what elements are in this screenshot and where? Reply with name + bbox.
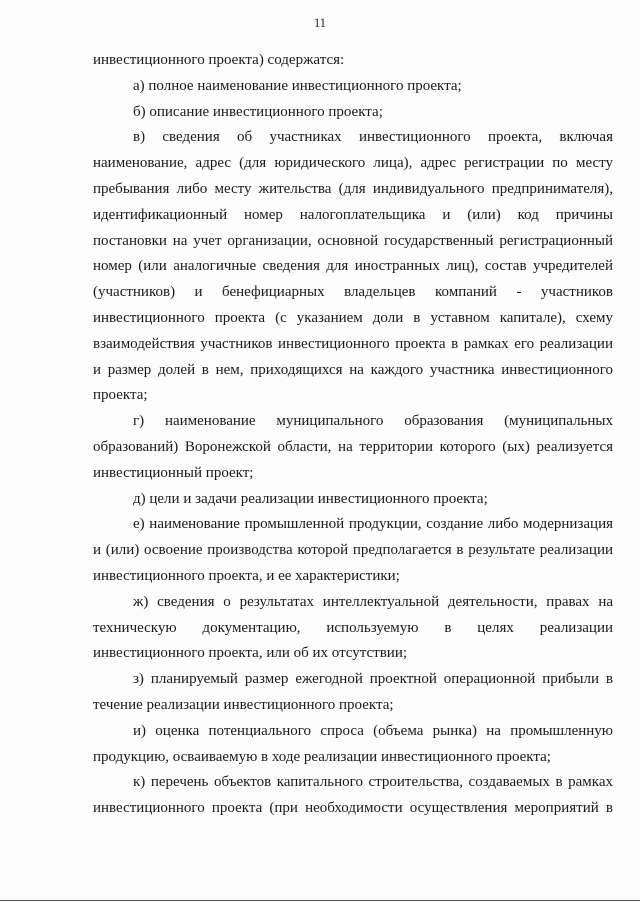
text-line: в) сведения об участниках инвестиционного проекта, включая [133, 129, 613, 146]
text-line: ж) сведения о результатах интеллектуальной деятельности, правах на [133, 593, 613, 610]
text-line: а) полное наименование инвестиционного проекта; [133, 77, 462, 94]
document-body [93, 48, 613, 822]
text-line: инвестиционного проекта) содержатся: [93, 52, 345, 68]
text-line: пребывания либо месту жительства (для индивидуального предпринимателя), [93, 180, 613, 197]
text-line: проекта; [93, 387, 148, 404]
text-line: е) наименование промышленной продукции, создание либо модернизация [133, 516, 613, 533]
page-number: 11 [313, 16, 327, 30]
text-line: и) оценка потенциального спроса (объема рынка) на промышленную [133, 722, 613, 739]
text-line: г) наименование муниципального образования (муниципальных [133, 413, 613, 430]
page-bottom-edge [0, 900, 640, 901]
text-line: и размер долей в нем, приходящихся на каждого участника инвестиционного [93, 361, 613, 378]
text-line: б) описание инвестиционного проекта; [133, 103, 383, 120]
text-line: з) планируемый размер ежегодной проектной операционной прибыли в [133, 671, 613, 688]
text-line: образований) Воронежской области, на территории которого (ых) реализуется [93, 438, 613, 455]
text-line: (участников) и бенефициарных владельцев компаний - участников [93, 284, 613, 301]
text-line: взаимодействия участников инвестиционного проекта в рамках его реализации [93, 335, 613, 352]
text-line: и (или) освоение производства которой предполагается в результате реализации [93, 542, 613, 559]
text-line: техническую документацию, используемую в целях реализации [93, 619, 613, 636]
text-line: течение реализации инвестиционного проекта; [93, 696, 394, 713]
text-line: номер (или аналогичные сведения для иностранных лиц), состав учредителей [93, 258, 613, 275]
text-line: продукцию, осваиваемую в ходе реализации инвестиционного проекта; [93, 748, 551, 765]
text-line: инвестиционного проекта (при необходимости осуществления мероприятий в [93, 800, 613, 817]
text-line: инвестиционного проекта, или об их отсутствии; [93, 645, 408, 662]
text-line: к) перечень объектов капитального строительства, создаваемых в рамках [133, 774, 613, 791]
text-line: идентификационный номер налогоплательщика и (или) код причины [93, 206, 613, 223]
text-line: инвестиционного проекта, и ее характеристики; [93, 567, 400, 584]
text-line: д) цели и задачи реализации инвестиционного проекта; [133, 490, 488, 507]
text-line: инвестиционный проект; [93, 464, 254, 481]
text-line: постановки на учет организации, основной государственный регистрационный [93, 232, 613, 249]
text-line: наименование, адрес (для юридического лица), адрес регистрации по месту [93, 155, 613, 172]
text-line: инвестиционного проекта (с указанием доли в уставном капитале), схему [93, 309, 613, 326]
